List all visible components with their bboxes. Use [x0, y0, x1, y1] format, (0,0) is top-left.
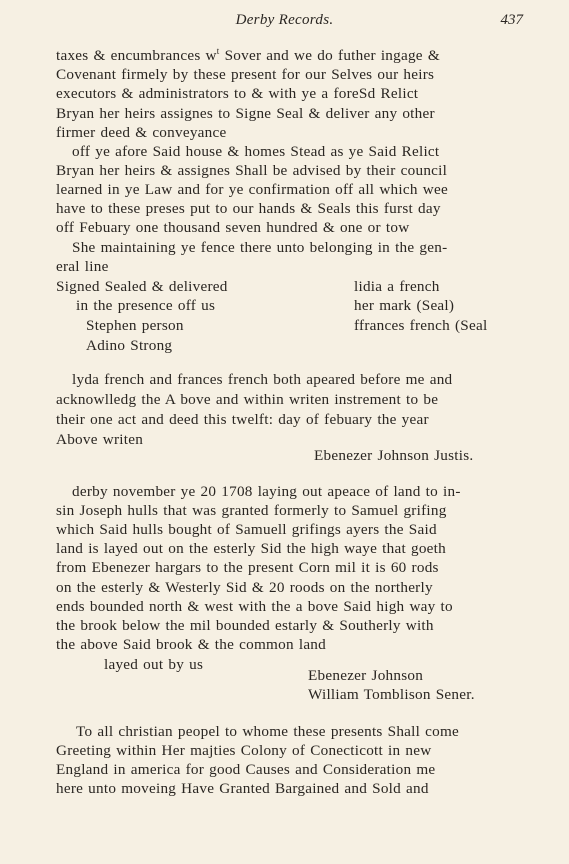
signer-name: ffrances french (Seal: [354, 317, 488, 334]
text-line: She maintaining ye fence there unto belonging in the gen-: [72, 239, 448, 256]
signer-name: lidia a french: [354, 278, 440, 295]
witness-line: in the presence off us: [76, 297, 216, 314]
running-title: Derby Records.: [235, 12, 334, 28]
text-line: from Ebenezer hargars to the present Corn mil it is 60 rods: [56, 559, 439, 576]
text-line: eral line: [56, 258, 109, 275]
text-line: sin Joseph hulls that was granted formerly to Samuel grifing: [56, 502, 447, 519]
text-line: acknowlledg the A bove and within writen instrement to be: [56, 391, 439, 408]
text-line: land is layed out on the esterly Sid the high waye that goeth: [56, 540, 446, 557]
text-line: their one act and deed this twelft: day of febuary the year: [56, 411, 429, 428]
page-number: 437: [500, 12, 523, 28]
text-line: Bryan her heirs & assignes Shall be advised by their council: [56, 162, 448, 179]
text-line: which Said hulls bought of Samuell grifings ayers the Said: [56, 521, 437, 538]
text-line: off Febuary one thousand seven hundred & one or tow: [56, 219, 410, 236]
text-line: here unto moveing Have Granted Bargained and Sold and: [56, 780, 429, 797]
text-line: firmer deed & conveyance: [56, 124, 227, 141]
surveyor-signature: Ebenezer Johnson: [308, 667, 424, 684]
page-header: [0, 12, 569, 36]
text-line: Bryan her heirs assignes to Signe Seal & deliver any other: [56, 105, 435, 122]
text-line: have to these preses put to our hands & Seals this furst day: [56, 200, 441, 217]
text-line: Covenant firmely by these present for our Selves our heirs: [56, 66, 435, 83]
text-line: ends bounded north & west with the a bove Said high way to: [56, 598, 453, 615]
text-line: layed out by us: [104, 656, 204, 673]
text-line: Above writen: [56, 431, 144, 448]
witness-name: Adino Strong: [86, 337, 173, 354]
justice-signature: Ebenezer Johnson Justis.: [314, 447, 474, 464]
text-line: learned in ye Law and for ye confirmation off all which wee: [56, 181, 448, 198]
text-line: on the esterly & Westerly Sid & 20 roods on the northerly: [56, 579, 433, 596]
superscript: t: [216, 45, 220, 56]
text-line: Greeting within Her majties Colony of Conecticott in new: [56, 742, 432, 759]
text-line: the brook below the mil bounded estarly & Southerly with: [56, 617, 434, 634]
witness-line: Signed Sealed & delivered: [56, 278, 228, 295]
text-line: England in america for good Causes and Consideration me: [56, 761, 436, 778]
text-line: derby november ye 20 1708 laying out apeace of land to in-: [72, 483, 461, 500]
text-line: To all christian peopel to whome these presents Shall come: [76, 723, 460, 740]
text-line: off ye afore Said house & homes Stead as ye Said Relict: [72, 143, 440, 160]
signer-mark: her mark (Seal): [354, 297, 455, 314]
text-line: taxes & encumbrances $w^t$ Sover and we do futher ingage &: [56, 45, 440, 64]
witness-name: Stephen person: [86, 317, 184, 334]
surveyor-signature: William Tomblison Sener.: [308, 686, 475, 703]
text-line: executors & administrators to & with ye a foreSd Relict: [56, 85, 419, 102]
text-line: the above Said brook & the common land: [56, 636, 326, 653]
text-line: lyda french and frances french both apeared before me and: [72, 371, 453, 388]
